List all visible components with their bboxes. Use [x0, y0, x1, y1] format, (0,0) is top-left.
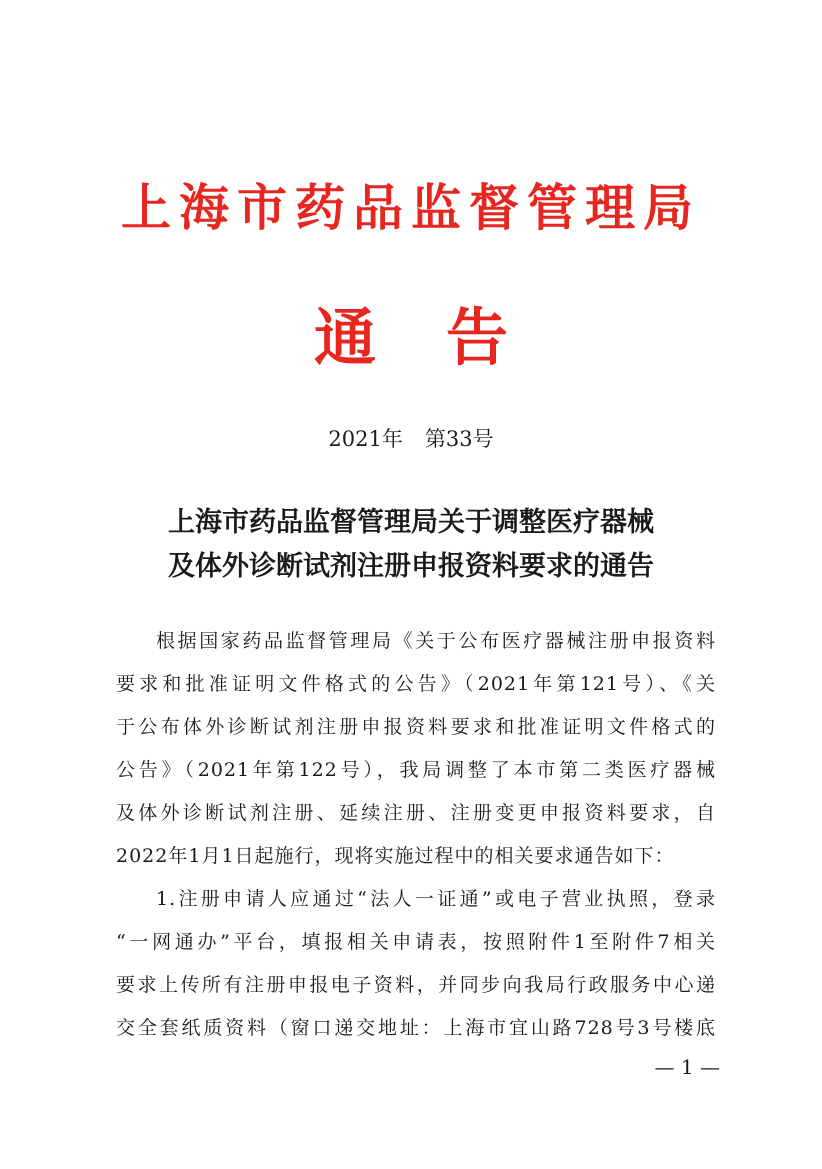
body-line: 及体外诊断试剂注册、延续注册、注册变更申报资料要求，自	[116, 802, 716, 824]
body-line: 1.注册申请人应通过“法人一证通”或电子营业执照，登录	[156, 888, 716, 910]
body-line: 根据国家药品监督管理局《关于公布医疗器械注册申报资料	[156, 630, 716, 652]
page-number: — 1 —	[654, 1055, 720, 1079]
body-line: “一网通办”平台，填报相关申请表，按照附件1至附件7相关	[116, 931, 716, 953]
document-title	[0, 501, 822, 589]
body-text	[116, 620, 716, 1050]
body-line: 于公布体外诊断试剂注册申报资料要求和批准证明文件格式的	[116, 716, 716, 738]
body-line: 要求上传所有注册申报电子资料，并同步向我局行政服务中心递	[116, 974, 716, 996]
body-line: 交全套纸质资料（窗口递交地址：上海市宜山路728号3号楼底	[116, 1017, 716, 1039]
doc-type-char-1: 通	[313, 301, 376, 374]
title-line-2: 及体外诊断试剂注册申报资料要求的通告	[168, 551, 654, 582]
issuing-agency-header: 上海市药品监督管理局	[121, 178, 701, 237]
doc-year: 2021年	[328, 427, 403, 451]
doc-type-char-2: 告	[446, 301, 509, 374]
body-line: 公告》（2021年第122号），我局调整了本市第二类医疗器械	[116, 759, 716, 781]
body-line: 2022年1月1日起施行，现将实施过程中的相关要求通告如下：	[116, 845, 675, 867]
document-number	[0, 424, 822, 454]
title-line-1: 上海市药品监督管理局关于调整医疗器械	[168, 507, 654, 538]
document-type-heading	[0, 300, 822, 376]
doc-serial: 第33号	[424, 427, 494, 451]
body-line: 要求和批准证明文件格式的公告》（2021年第121号）、《关	[116, 673, 716, 695]
